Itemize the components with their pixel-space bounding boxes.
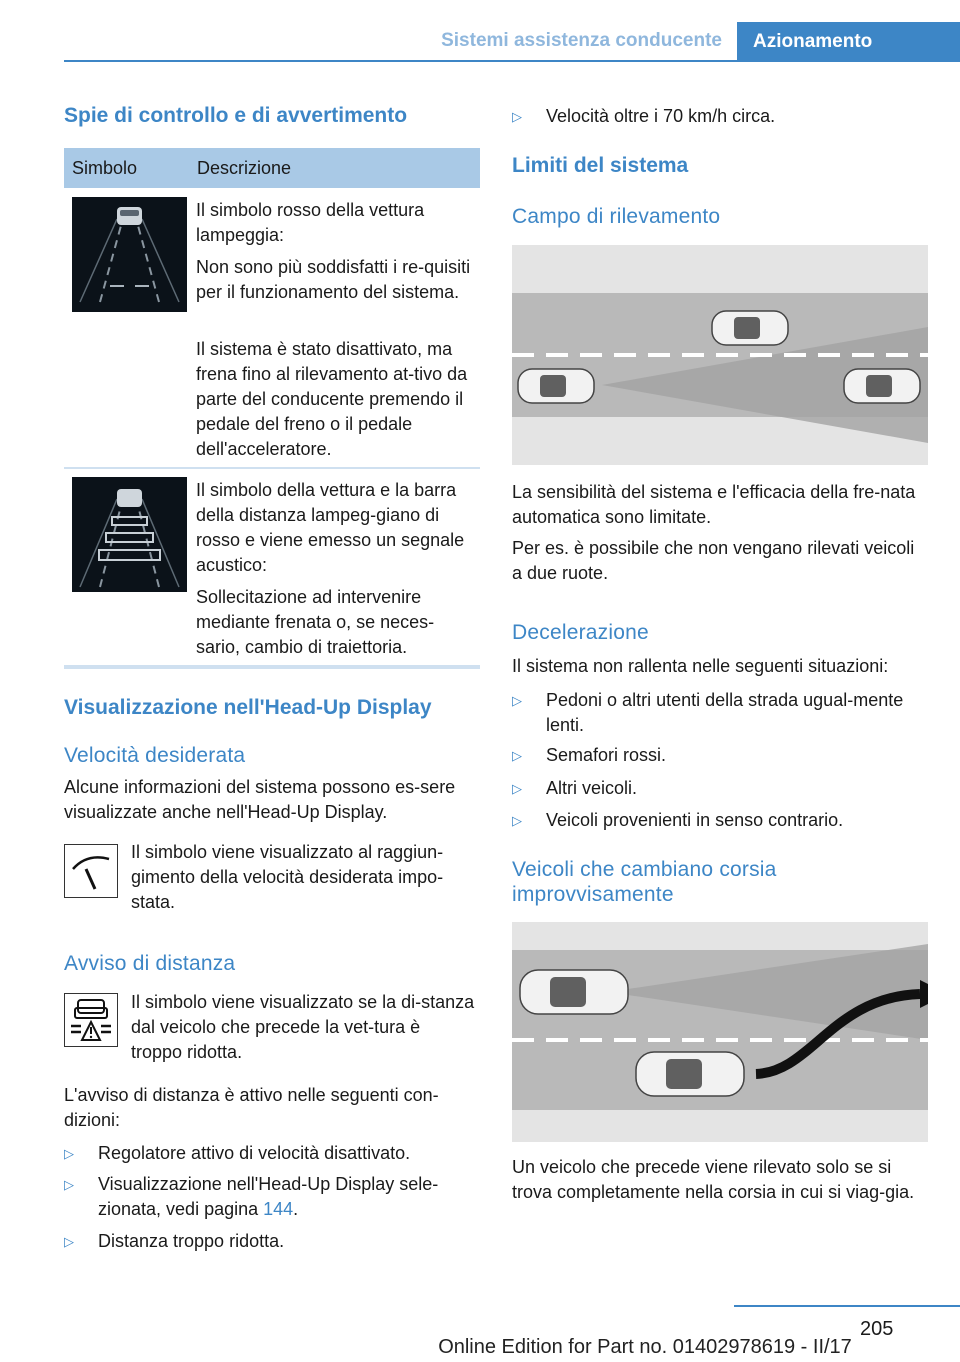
bullet-triangle-icon: ▷ <box>512 109 522 124</box>
car-icon <box>636 1052 744 1096</box>
decel-intro: Il sistema non rallenta nelle seguenti situazioni: <box>512 656 889 676</box>
page-link[interactable]: 144 <box>263 1199 294 1219</box>
car-icon <box>518 369 594 403</box>
title-spie: Spie di controllo e di avvertimento <box>64 104 408 127</box>
row2-text-1: Il simbolo della vettura e la barra della distanza lampeg-giano di rosso e viene emesso un segnale acustico: <box>196 480 465 575</box>
avviso-conditions: L'avviso di distanza è attivo nelle seguenti con-dizioni: <box>64 1085 439 1130</box>
col-description: Descrizione <box>197 158 292 178</box>
table-row-divider <box>64 467 480 469</box>
distance-warning-icon <box>64 993 118 1047</box>
car-icon <box>520 970 628 1014</box>
bullet-triangle-icon: ▷ <box>512 813 522 828</box>
title-limiti: Limiti del sistema <box>512 154 689 177</box>
title-campo: Campo di rilevamento <box>512 205 721 228</box>
header-rule <box>64 60 960 62</box>
bullet-triangle-icon: ▷ <box>512 781 522 796</box>
title-velocita: Velocità desiderata <box>64 744 246 767</box>
bullet-triangle-icon: ▷ <box>512 693 522 708</box>
header-section-title: Sistemi assistenza conducente <box>441 30 722 51</box>
row1-text-2: Non sono più soddisfatti i re-quisiti per il funzionamento del sistema. <box>196 257 471 302</box>
row1-text-3: Il sistema è stato disattivato, ma frena fino al rilevamento at-tivo da parte del conducente premendo il pedale del freno o il pedale dell'acceleratore. <box>196 339 468 459</box>
lane-change-figure <box>512 922 928 1142</box>
row1-text-1: Il simbolo rosso della vettura lampeggia: <box>196 200 425 245</box>
edition-footer: Online Edition for Part no. 01402978619 - II/17 <box>438 1336 852 1358</box>
title-decelerazione: Decelerazione <box>512 621 649 644</box>
car-icon <box>712 311 788 345</box>
title-cambio-corsia: Veicoli che cambiano corsia improvvisamente <box>512 858 777 906</box>
car-icon <box>844 369 920 403</box>
list-item: ▷ Pedoni o altri utenti della strada ugual-mente lenti. <box>512 690 904 735</box>
campo-text-1: La sensibilità del sistema e l'efficacia della fre-nata automatica sono limitate. <box>512 482 916 527</box>
table-bottom-rule <box>64 665 480 669</box>
detection-range-figure <box>512 245 928 465</box>
distance-bar-red-symbol <box>72 477 187 592</box>
footer-rule <box>734 1305 960 1307</box>
desired-speed-icon <box>64 844 118 898</box>
campo-text-2: Per es. è possibile che non vengano rilevati veicoli a due ruote. <box>512 538 915 583</box>
bullet-triangle-icon: ▷ <box>64 1234 74 1249</box>
velocita-icon-text: Il simbolo viene visualizzato al raggiun-gimento della velocità desiderata impo-stata. <box>131 842 444 912</box>
bullet-triangle-icon: ▷ <box>64 1177 74 1192</box>
title-hud: Visualizzazione nell'Head-Up Display <box>64 696 432 719</box>
title-avviso: Avviso di distanza <box>64 952 236 975</box>
warning-car-red-symbol <box>72 197 187 312</box>
velocita-intro: Alcune informazioni del sistema possono es-sere visualizzate anche nell'Head-Up Display. <box>64 777 456 822</box>
row2-text-2: Sollecitazione ad intervenire mediante frenata o, se neces-sario, cambio di traiettoria. <box>196 587 435 657</box>
col-symbol: Simbolo <box>72 158 138 178</box>
table-header <box>64 148 480 188</box>
bullet-triangle-icon: ▷ <box>64 1146 74 1161</box>
bullet-triangle-icon: ▷ <box>512 748 522 763</box>
avviso-icon-text: Il simbolo viene visualizzato se la di-stanza dal veicolo che precede la vet-tura è troppo ridotta. <box>131 992 475 1062</box>
header-chapter-tab: Azionamento <box>737 22 960 62</box>
page-number: 205 <box>860 1318 894 1340</box>
list-item: ▷ Visualizzazione nell'Head-Up Display sele-zionata, vedi pagina 144. <box>64 1174 439 1219</box>
cambio-text: Un veicolo che precede viene rilevato solo se si trova completamente nella corsia in cui si viag-gia. <box>512 1157 915 1202</box>
